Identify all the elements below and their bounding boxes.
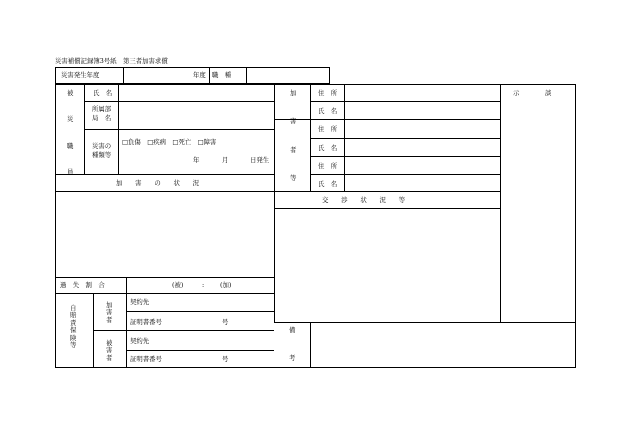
insurance-victim-label: 被 害 者 bbox=[106, 339, 113, 362]
year-suffix: 年度 bbox=[193, 71, 206, 79]
victim-label: 被 災 職 員 bbox=[67, 89, 74, 177]
perp-contract: 契約先 bbox=[130, 298, 150, 306]
fault-colon: : bbox=[202, 281, 205, 289]
date-day: 日発生 bbox=[250, 156, 270, 164]
damage-status-label: 加 害 の 状 況 bbox=[116, 179, 200, 187]
victim-contract: 契約先 bbox=[130, 337, 150, 345]
damage-checkboxes[interactable]: □負傷 □疾病 □死亡 □障害 bbox=[122, 138, 217, 146]
fault-ratio-label: 過 失 割 合 bbox=[60, 281, 105, 289]
perp-cert: 証明書番号 bbox=[130, 318, 162, 326]
insurance-label: 自 賠 責 保 険 等 bbox=[70, 304, 77, 350]
instruction-label: 示 談 bbox=[513, 89, 552, 97]
year-label: 災害発生年度 bbox=[61, 71, 100, 79]
perp-name-1: 氏 名 bbox=[318, 107, 338, 115]
date-month: 月 bbox=[222, 156, 229, 164]
damage-type-label-2: 種類等 bbox=[92, 151, 112, 159]
insurance-perp-label: 加 害 者 bbox=[106, 301, 113, 324]
victim-name-label: 氏 名 bbox=[93, 89, 113, 97]
dept-label-2: 局 名 bbox=[92, 114, 112, 122]
perp-address-1: 住 所 bbox=[318, 89, 338, 97]
victim-cert-suffix: 号 bbox=[222, 355, 229, 363]
perp-address-2: 住 所 bbox=[318, 125, 338, 133]
negotiation-label: 交 渉 状 況 等 bbox=[322, 196, 406, 204]
shokushu-label: 職 種 bbox=[212, 71, 232, 79]
fault-perpetrator: (加) bbox=[220, 281, 232, 289]
damage-type-label-1: 災害の bbox=[92, 142, 112, 150]
form-title: 災害補償記録簿3号紙 第三者加害求償 bbox=[55, 57, 168, 65]
remarks-label-1: 備 bbox=[289, 326, 296, 334]
perp-address-3: 住 所 bbox=[318, 162, 338, 170]
fault-victim: (被) bbox=[172, 281, 184, 289]
date-year: 年 bbox=[193, 156, 200, 164]
perp-name-2: 氏 名 bbox=[318, 144, 338, 152]
perp-name-3: 氏 名 bbox=[318, 180, 338, 188]
victim-cert: 証明書番号 bbox=[130, 355, 162, 363]
dept-label-1: 所属部 bbox=[92, 105, 112, 113]
perpetrator-label: 加 害 者 等 bbox=[290, 89, 297, 183]
perp-cert-suffix: 号 bbox=[222, 318, 229, 326]
remarks-label-2: 考 bbox=[289, 354, 296, 362]
